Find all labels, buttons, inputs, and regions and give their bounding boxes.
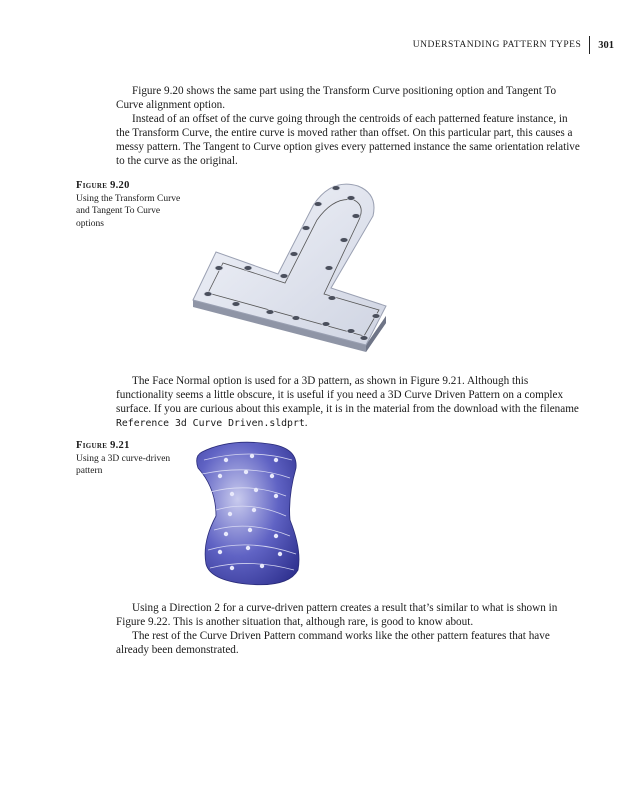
page-number: 301 [598, 39, 614, 51]
header-divider [589, 36, 590, 54]
paragraph: Instead of an offset of the curve going through the centroids of each patterned feature instance, in the Transform Curve, the entire curve is moved rather than offset. On this particular part, this causes a messy pattern. The Tangent to Curve option gives every patterned instance the same orientation relative to the curve as the original. [116, 113, 580, 167]
running-title: UNDERSTANDING PATTERN TYPES [412, 40, 582, 50]
figure-label: Figure 9.20 [76, 180, 130, 191]
paragraph: Figure 9.20 shows the same part using the Transform Curve positioning option and Tangent To Curve alignment option. [116, 85, 557, 111]
section-2-text [116, 374, 582, 431]
figure-9-21-image [190, 438, 314, 588]
3d-curve-pattern-illustration [190, 438, 314, 588]
figure-9-20-image [186, 176, 406, 356]
section-1-text [116, 84, 582, 168]
paragraph [116, 374, 582, 431]
paragraph: Using a Direction 2 for a curve-driven pattern creates a result that’s similar to what is shown in Figure 9.22. This is another situation that, although rare, is good to know about. [116, 602, 558, 628]
paragraph-end: . [304, 417, 308, 429]
figure-9-20-caption [76, 180, 186, 230]
t-shaped-part-illustration [186, 176, 406, 356]
figure-9-21-caption [76, 440, 186, 478]
figure-caption-text: Using the Transform Curve and Tangent To Curve options [76, 193, 181, 229]
running-header [413, 36, 614, 54]
figure-caption-text: Using a 3D curve-driven pattern [76, 453, 171, 476]
filename: Reference 3d Curve Driven.sldprt [116, 418, 305, 429]
section-3-text [116, 601, 582, 657]
paragraph: The rest of the Curve Driven Pattern command works like the other pattern features that have already been demonstrated. [116, 630, 550, 656]
paragraph-text: The Face Normal option is used for a 3D pattern, as shown in Figure 9.21. Although this functionality seems a little obscure, it is useful if you need a 3D Curve Driven Pattern on a complex surface. If you are curious about this example, it is in the material from the download with the filename [116, 375, 579, 415]
figure-label: Figure 9.21 [76, 440, 130, 451]
